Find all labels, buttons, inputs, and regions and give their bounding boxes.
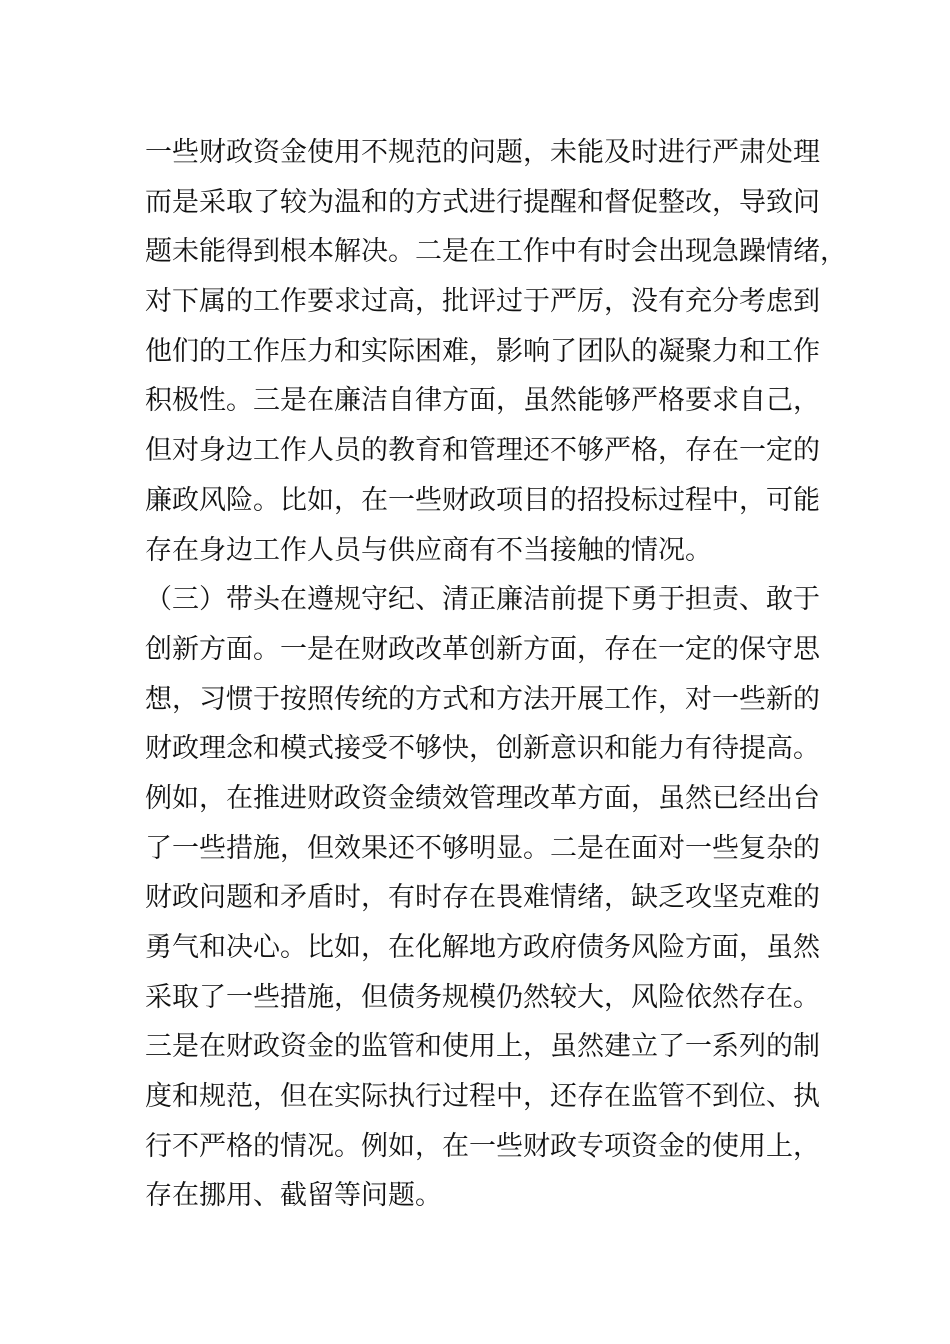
text-line: 存在身边工作人员与供应商有不当接触的情况。 <box>145 534 712 566</box>
text-line: 了一些措施，但效果还不够明显。二是在面对一些复杂的 <box>145 832 820 864</box>
text-line: 想，习惯于按照传统的方式和方法开展工作，对一些新的 <box>145 683 820 715</box>
text-line: 度和规范，但在实际执行过程中，还存在监管不到位、执 <box>145 1081 820 1113</box>
section-heading-line: （三）带头在遵规守纪、清正廉洁前提下勇于担责、敢于 <box>145 584 820 616</box>
text-line: 但对身边工作人员的教育和管理还不够严格，存在一定的 <box>145 435 820 467</box>
text-line: 存在挪用、截留等问题。 <box>145 1180 442 1212</box>
text-line: 财政问题和矛盾时，有时存在畏难情绪，缺乏攻坚克难的 <box>145 882 820 914</box>
body-text <box>145 128 845 1221</box>
text-line: 勇气和决心。比如，在化解地方政府债务风险方面，虽然 <box>145 932 820 963</box>
text-line: 例如，在推进财政资金绩效管理改革方面，虽然已经出台 <box>145 782 820 814</box>
text-line: 他们的工作压力和实际困难，影响了团队的凝聚力和工作 <box>145 335 820 367</box>
text-line: 行不严格的情况。例如，在一些财政专项资金的使用上， <box>145 1130 820 1162</box>
text-line: 三是在财政资金的监管和使用上，虽然建立了一系列的制 <box>145 1031 820 1063</box>
text-line: 对下属的工作要求过高，批评过于严厉，没有充分考虑到 <box>145 286 820 318</box>
text-line: 财政理念和模式接受不够快，创新意识和能力有待提高。 <box>145 733 820 765</box>
text-line: 一些财政资金使用不规范的问题，未能及时进行严肃处理 <box>145 137 820 168</box>
text-line: 而是采取了较为温和的方式进行提醒和督促整改，导致问 <box>145 186 820 218</box>
text-line: 采取了一些措施，但债务规模仍然较大，风险依然存在。 <box>145 981 820 1013</box>
text-line: 题未能得到根本解决。二是在工作中有时会出现急躁情绪， <box>145 236 847 268</box>
text-line: 廉政风险。比如，在一些财政项目的招投标过程中，可能 <box>145 484 820 516</box>
text-line: 创新方面。一是在财政改革创新方面，存在一定的保守思 <box>145 633 820 665</box>
text-line: 积极性。三是在廉洁自律方面，虽然能够严格要求自己， <box>145 385 820 417</box>
